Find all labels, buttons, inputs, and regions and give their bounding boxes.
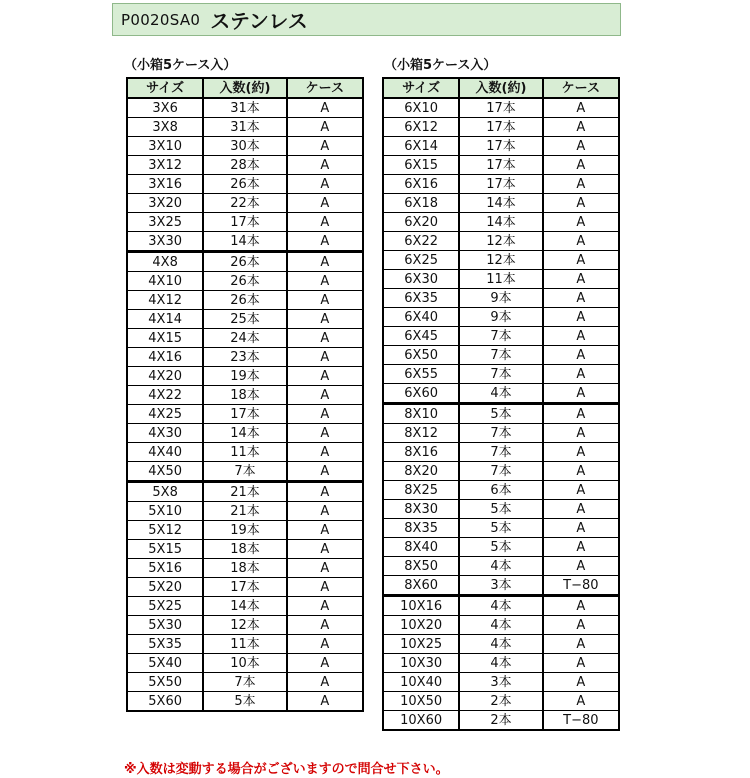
cell-quantity: 18本 xyxy=(203,540,286,559)
cell-quantity: 4本 xyxy=(459,557,542,576)
cell-quantity: 17本 xyxy=(459,175,542,194)
cell-quantity: 12本 xyxy=(459,251,542,270)
cell-quantity: 14本 xyxy=(203,597,286,616)
cell-size: 8X25 xyxy=(383,481,459,500)
cell-quantity: 5本 xyxy=(459,404,542,424)
cell-case: A xyxy=(543,251,619,270)
cell-quantity: 11本 xyxy=(203,635,286,654)
cell-case: A xyxy=(287,252,363,272)
cell-case: A xyxy=(287,424,363,443)
cell-size: 8X20 xyxy=(383,462,459,481)
size-table-right xyxy=(382,77,620,731)
cell-quantity: 22本 xyxy=(203,194,286,213)
cell-case: A xyxy=(543,308,619,327)
cell-case: A xyxy=(543,616,619,635)
cell-size: 4X20 xyxy=(127,367,203,386)
cell-quantity: 17本 xyxy=(459,118,542,137)
cell-size: 6X14 xyxy=(383,137,459,156)
cell-size: 6X22 xyxy=(383,232,459,251)
cell-size: 10X60 xyxy=(383,711,459,731)
title-banner xyxy=(112,3,621,36)
cell-quantity: 5本 xyxy=(459,519,542,538)
cell-case: A xyxy=(543,118,619,137)
cell-size: 6X55 xyxy=(383,365,459,384)
table-row xyxy=(383,616,619,635)
cell-case: A xyxy=(543,194,619,213)
cell-size: 8X40 xyxy=(383,538,459,557)
cell-size: 6X30 xyxy=(383,270,459,289)
cell-size: 3X8 xyxy=(127,118,203,137)
cell-case: A xyxy=(543,692,619,711)
table-row xyxy=(383,654,619,673)
cell-size: 3X25 xyxy=(127,213,203,232)
cell-quantity: 11本 xyxy=(203,443,286,462)
cell-quantity: 4本 xyxy=(459,384,542,404)
cell-case: A xyxy=(287,291,363,310)
cell-quantity: 17本 xyxy=(203,213,286,232)
cell-quantity: 7本 xyxy=(459,365,542,384)
table-body xyxy=(383,98,619,730)
cell-size: 6X40 xyxy=(383,308,459,327)
cell-quantity: 4本 xyxy=(459,596,542,616)
table-row xyxy=(127,502,363,521)
table-row xyxy=(383,137,619,156)
cell-quantity: 21本 xyxy=(203,502,286,521)
cell-size: 6X25 xyxy=(383,251,459,270)
table-row xyxy=(383,98,619,118)
cell-case: A xyxy=(287,443,363,462)
table-row xyxy=(127,329,363,348)
table-row xyxy=(383,692,619,711)
table-row xyxy=(383,118,619,137)
table-row xyxy=(383,327,619,346)
cell-size: 10X50 xyxy=(383,692,459,711)
cell-size: 3X30 xyxy=(127,232,203,252)
cell-size: 6X15 xyxy=(383,156,459,175)
cell-quantity: 23本 xyxy=(203,348,286,367)
cell-size: 10X16 xyxy=(383,596,459,616)
table-row xyxy=(383,308,619,327)
cell-size: 3X12 xyxy=(127,156,203,175)
table-row xyxy=(383,538,619,557)
cell-size: 8X10 xyxy=(383,404,459,424)
cell-quantity: 24本 xyxy=(203,329,286,348)
table-row xyxy=(383,424,619,443)
cell-size: 8X16 xyxy=(383,443,459,462)
cell-size: 4X12 xyxy=(127,291,203,310)
cell-size: 3X20 xyxy=(127,194,203,213)
table-row xyxy=(383,194,619,213)
table-row xyxy=(127,654,363,673)
table-row xyxy=(127,482,363,502)
cell-size: 6X16 xyxy=(383,175,459,194)
cell-quantity: 17本 xyxy=(459,137,542,156)
cell-case: A xyxy=(287,156,363,175)
cell-quantity: 17本 xyxy=(459,156,542,175)
cell-case: A xyxy=(543,404,619,424)
left-table-caption: （小箱5ケース入） xyxy=(124,58,237,73)
table-row xyxy=(383,404,619,424)
table-row xyxy=(383,213,619,232)
table-row xyxy=(127,348,363,367)
table-row xyxy=(127,175,363,194)
cell-size: 6X18 xyxy=(383,194,459,213)
cell-size: 10X25 xyxy=(383,635,459,654)
cell-case: A xyxy=(287,386,363,405)
cell-case: A xyxy=(543,424,619,443)
cell-quantity: 30本 xyxy=(203,137,286,156)
table-row xyxy=(127,616,363,635)
cell-case: A xyxy=(287,310,363,329)
cell-quantity: 12本 xyxy=(459,232,542,251)
table-row xyxy=(127,367,363,386)
cell-quantity: 18本 xyxy=(203,559,286,578)
cell-quantity: 21本 xyxy=(203,482,286,502)
cell-quantity: 26本 xyxy=(203,291,286,310)
cell-case: A xyxy=(543,500,619,519)
table-row xyxy=(127,462,363,482)
table-row xyxy=(127,252,363,272)
cell-case: A xyxy=(320,693,330,709)
cell-quantity: 11本 xyxy=(459,270,542,289)
table-row xyxy=(383,481,619,500)
cell-quantity: 19本 xyxy=(203,521,286,540)
cell-quantity: 7本 xyxy=(203,462,286,482)
cell-size: 6X20 xyxy=(383,213,459,232)
quantity-note: ※入数は変動する場合がございますので問合せ下さい。 xyxy=(124,762,449,777)
cell-case: A xyxy=(287,194,363,213)
cell-quantity: 4本 xyxy=(459,654,542,673)
cell-case: A xyxy=(287,597,363,616)
cell-case: A xyxy=(287,118,363,137)
cell-quantity: 4本 xyxy=(459,635,542,654)
cell-case: A xyxy=(543,673,619,692)
cell-quantity: 5本 xyxy=(459,538,542,557)
cell-case: A xyxy=(287,137,363,156)
cell-case: A xyxy=(543,98,619,118)
table-row xyxy=(127,692,363,712)
table-row xyxy=(383,596,619,616)
cell-case: A xyxy=(287,635,363,654)
cell-case: T−80 xyxy=(563,712,599,728)
cell-size: 5X35 xyxy=(127,635,203,654)
cell-case: A xyxy=(543,289,619,308)
table-row xyxy=(383,557,619,576)
table-row xyxy=(127,405,363,424)
cell-size: 8X35 xyxy=(383,519,459,538)
cell-size: 5X30 xyxy=(127,616,203,635)
cell-case: A xyxy=(287,540,363,559)
table-row xyxy=(383,175,619,194)
table-row xyxy=(383,443,619,462)
table-row xyxy=(383,251,619,270)
cell-quantity: 3本 xyxy=(459,673,542,692)
cell-size: 6X50 xyxy=(383,346,459,365)
cell-size: 5X16 xyxy=(127,559,203,578)
cell-case: A xyxy=(287,654,363,673)
table-row xyxy=(383,500,619,519)
table-row xyxy=(383,346,619,365)
cell-size: 5X20 xyxy=(127,578,203,597)
cell-quantity: 10本 xyxy=(203,654,286,673)
cell-size: 10X30 xyxy=(383,654,459,673)
cell-case: A xyxy=(287,578,363,597)
cell-size: 4X16 xyxy=(127,348,203,367)
cell-quantity: 17本 xyxy=(203,578,286,597)
table-row xyxy=(127,291,363,310)
cell-case: A xyxy=(287,502,363,521)
table-row xyxy=(383,519,619,538)
cell-size: 4X22 xyxy=(127,386,203,405)
cell-size: 8X30 xyxy=(383,500,459,519)
cell-case: A xyxy=(543,156,619,175)
cell-case: A xyxy=(287,673,363,692)
table-row xyxy=(127,272,363,291)
cell-quantity: 7本 xyxy=(203,673,286,692)
cell-case: A xyxy=(287,462,363,482)
table-row xyxy=(383,673,619,692)
cell-case: A xyxy=(287,232,363,252)
table-row xyxy=(127,386,363,405)
cell-case: A xyxy=(543,137,619,156)
cell-quantity: 31本 xyxy=(203,118,286,137)
cell-quantity: 12本 xyxy=(203,616,286,635)
cell-case: A xyxy=(543,365,619,384)
cell-case: A xyxy=(287,272,363,291)
cell-size: 5X60 xyxy=(127,692,203,712)
cell-quantity: 7本 xyxy=(459,346,542,365)
cell-case: A xyxy=(287,367,363,386)
cell-size: 5X10 xyxy=(127,502,203,521)
cell-case: A xyxy=(543,481,619,500)
cell-quantity: 26本 xyxy=(203,252,286,272)
table-row xyxy=(127,443,363,462)
product-code: P0020SA0 xyxy=(121,10,201,29)
cell-quantity: 28本 xyxy=(203,156,286,175)
table-row xyxy=(127,559,363,578)
cell-size: 4X50 xyxy=(127,462,203,482)
header-quantity: 入数(約) xyxy=(459,78,542,98)
cell-quantity: 7本 xyxy=(459,443,542,462)
cell-size: 8X50 xyxy=(383,557,459,576)
cell-case: A xyxy=(287,175,363,194)
cell-case: A xyxy=(543,443,619,462)
cell-size: 6X35 xyxy=(383,289,459,308)
cell-size: 5X50 xyxy=(127,673,203,692)
cell-case: A xyxy=(287,616,363,635)
table-row xyxy=(127,137,363,156)
cell-size: 4X25 xyxy=(127,405,203,424)
cell-size: 10X40 xyxy=(383,673,459,692)
table-row xyxy=(127,194,363,213)
table-row xyxy=(383,384,619,404)
table-row xyxy=(127,232,363,252)
cell-quantity: 14本 xyxy=(459,213,542,232)
header-size: サイズ xyxy=(127,78,203,98)
cell-size: 8X60 xyxy=(383,576,459,596)
cell-case: A xyxy=(543,232,619,251)
table-row xyxy=(383,232,619,251)
cell-size: 5X15 xyxy=(127,540,203,559)
cell-quantity: 7本 xyxy=(459,462,542,481)
cell-size: 6X10 xyxy=(383,98,459,118)
table-row xyxy=(127,578,363,597)
cell-case: A xyxy=(543,327,619,346)
table-row xyxy=(383,462,619,481)
cell-case: A xyxy=(287,329,363,348)
cell-quantity: 4本 xyxy=(459,616,542,635)
cell-case: A xyxy=(543,538,619,557)
cell-quantity: 17本 xyxy=(459,98,542,118)
right-table-caption: （小箱5ケース入） xyxy=(384,58,497,73)
cell-quantity: 5本 xyxy=(459,500,542,519)
cell-size: 4X15 xyxy=(127,329,203,348)
cell-size: 6X45 xyxy=(383,327,459,346)
cell-case: A xyxy=(287,482,363,502)
cell-quantity: 26本 xyxy=(203,272,286,291)
cell-size: 3X6 xyxy=(127,98,203,118)
table-row xyxy=(127,424,363,443)
table-row xyxy=(383,156,619,175)
header-quantity: 入数(約) xyxy=(203,78,286,98)
cell-quantity: 17本 xyxy=(203,405,286,424)
cell-quantity: 14本 xyxy=(203,232,286,252)
cell-case: A xyxy=(543,654,619,673)
table-row xyxy=(127,673,363,692)
table-row xyxy=(383,711,619,731)
cell-quantity: 3本 xyxy=(459,576,542,596)
cell-case: A xyxy=(543,384,619,404)
table-row xyxy=(383,635,619,654)
cell-case: A xyxy=(543,557,619,576)
table-row xyxy=(127,98,363,118)
cell-case: A xyxy=(287,213,363,232)
cell-quantity: 7本 xyxy=(459,327,542,346)
cell-size: 4X8 xyxy=(127,252,203,272)
cell-size: 6X60 xyxy=(383,384,459,404)
cell-size: 8X12 xyxy=(383,424,459,443)
table-row xyxy=(383,365,619,384)
header-case: ケース xyxy=(287,78,363,98)
cell-size: 3X16 xyxy=(127,175,203,194)
cell-size: 5X40 xyxy=(127,654,203,673)
cell-quantity: 6本 xyxy=(459,481,542,500)
cell-case: A xyxy=(287,98,363,118)
cell-size: 5X25 xyxy=(127,597,203,616)
table-row xyxy=(127,635,363,654)
table-row xyxy=(127,540,363,559)
cell-quantity: 9本 xyxy=(459,289,542,308)
cell-size: 4X10 xyxy=(127,272,203,291)
cell-size: 5X12 xyxy=(127,521,203,540)
table-row xyxy=(127,597,363,616)
cell-size: 10X20 xyxy=(383,616,459,635)
table-row xyxy=(127,310,363,329)
cell-case: A xyxy=(543,519,619,538)
table-row xyxy=(383,270,619,289)
cell-case: T−80 xyxy=(543,576,619,596)
cell-case: A xyxy=(543,213,619,232)
header-size: サイズ xyxy=(383,78,459,98)
cell-quantity: 25本 xyxy=(203,310,286,329)
cell-size: 6X12 xyxy=(383,118,459,137)
table-row xyxy=(383,289,619,308)
cell-case: A xyxy=(543,596,619,616)
header-case: ケース xyxy=(543,78,619,98)
cell-case: A xyxy=(287,405,363,424)
cell-quantity: 18本 xyxy=(203,386,286,405)
table-row xyxy=(383,576,619,596)
cell-quantity: 2本 xyxy=(459,711,542,731)
table-row xyxy=(127,118,363,137)
size-table-left xyxy=(126,77,364,712)
cell-case: A xyxy=(543,346,619,365)
cell-size: 5X8 xyxy=(127,482,203,502)
cell-quantity: 5本 xyxy=(203,692,286,712)
cell-size: 3X10 xyxy=(127,137,203,156)
table-header-row xyxy=(383,78,619,98)
table-row xyxy=(127,521,363,540)
cell-case: A xyxy=(287,559,363,578)
cell-quantity: 26本 xyxy=(203,175,286,194)
cell-quantity: 2本 xyxy=(459,692,542,711)
cell-case: A xyxy=(287,348,363,367)
cell-case: A xyxy=(543,270,619,289)
cell-case: A xyxy=(543,635,619,654)
cell-quantity: 14本 xyxy=(459,194,542,213)
cell-quantity: 19本 xyxy=(203,367,286,386)
page-title: ステンレス xyxy=(210,9,308,33)
cell-case: A xyxy=(543,462,619,481)
cell-quantity: 31本 xyxy=(203,98,286,118)
cell-case: A xyxy=(287,521,363,540)
cell-case: A xyxy=(543,175,619,194)
table-row xyxy=(127,213,363,232)
table-header-row xyxy=(127,78,363,98)
cell-size: 4X14 xyxy=(127,310,203,329)
table-row xyxy=(127,156,363,175)
cell-quantity: 14本 xyxy=(203,424,286,443)
table-body xyxy=(127,98,363,711)
cell-quantity: 9本 xyxy=(459,308,542,327)
cell-size: 4X30 xyxy=(127,424,203,443)
cell-size: 4X40 xyxy=(127,443,203,462)
cell-quantity: 7本 xyxy=(459,424,542,443)
